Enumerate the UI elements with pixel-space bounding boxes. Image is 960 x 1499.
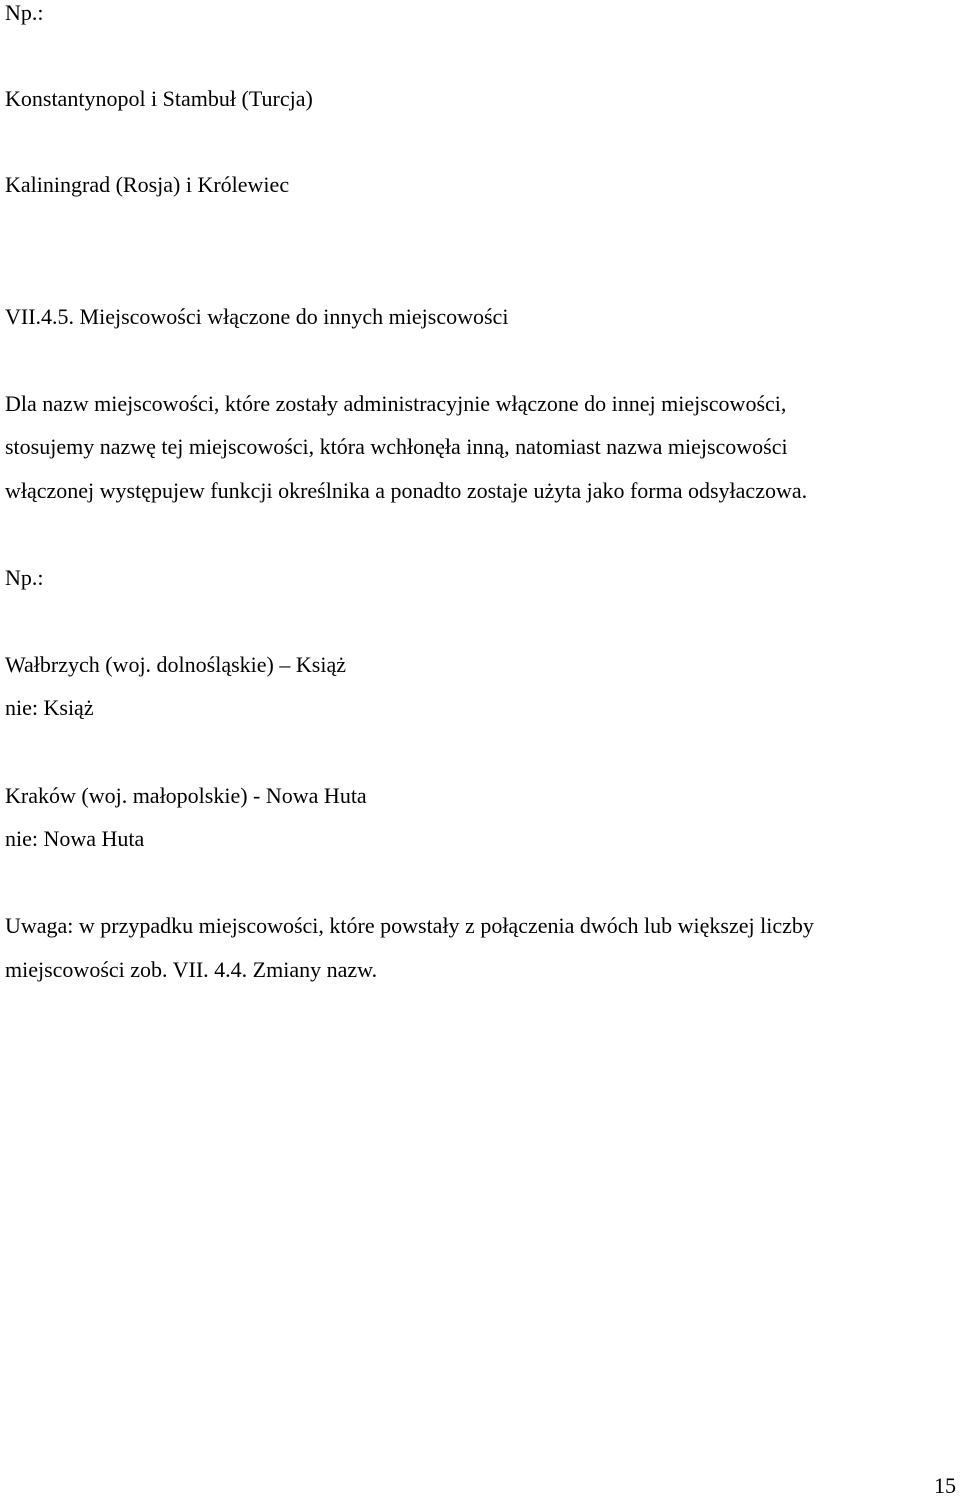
paragraph-line-3: włączonej występujew funkcji określnika a ponadto zostaje użyta jako forma odsyłaczowa. bbox=[5, 478, 808, 503]
example-krakow-not: nie: Nowa Huta bbox=[5, 826, 145, 851]
example-walbrzych: Wałbrzych (woj. dolnośląskie) – Książ bbox=[5, 652, 346, 677]
note-line-1: Uwaga: w przypadku miejscowości, które powstały z połączenia dwóch lub większej liczby bbox=[5, 913, 814, 938]
example-line-kaliningrad: Kaliningrad (Rosja) i Królewiec bbox=[5, 172, 290, 197]
paragraph-line-2: stosujemy nazwę tej miejscowości, która wchłonęła inną, natomiast nazwa miejscowości bbox=[5, 434, 788, 459]
np-label-top: Np.: bbox=[5, 0, 44, 25]
page-number: 15 bbox=[934, 1473, 956, 1498]
note-line-2: miejscowości zob. VII. 4.4. Zmiany nazw. bbox=[5, 957, 378, 982]
paragraph-line-1: Dla nazw miejscowości, które zostały administracyjnie włączone do innej miejscowości, bbox=[5, 391, 787, 416]
np-label-section: Np.: bbox=[5, 565, 44, 590]
example-walbrzych-not: nie: Książ bbox=[5, 695, 94, 720]
example-krakow: Kraków (woj. małopolskie) - Nowa Huta bbox=[5, 783, 367, 808]
example-line-konstantynopol: Konstantynopol i Stambuł (Turcja) bbox=[5, 86, 313, 111]
section-heading: VII.4.5. Miejscowości włączone do innych miejscowości bbox=[5, 304, 509, 329]
